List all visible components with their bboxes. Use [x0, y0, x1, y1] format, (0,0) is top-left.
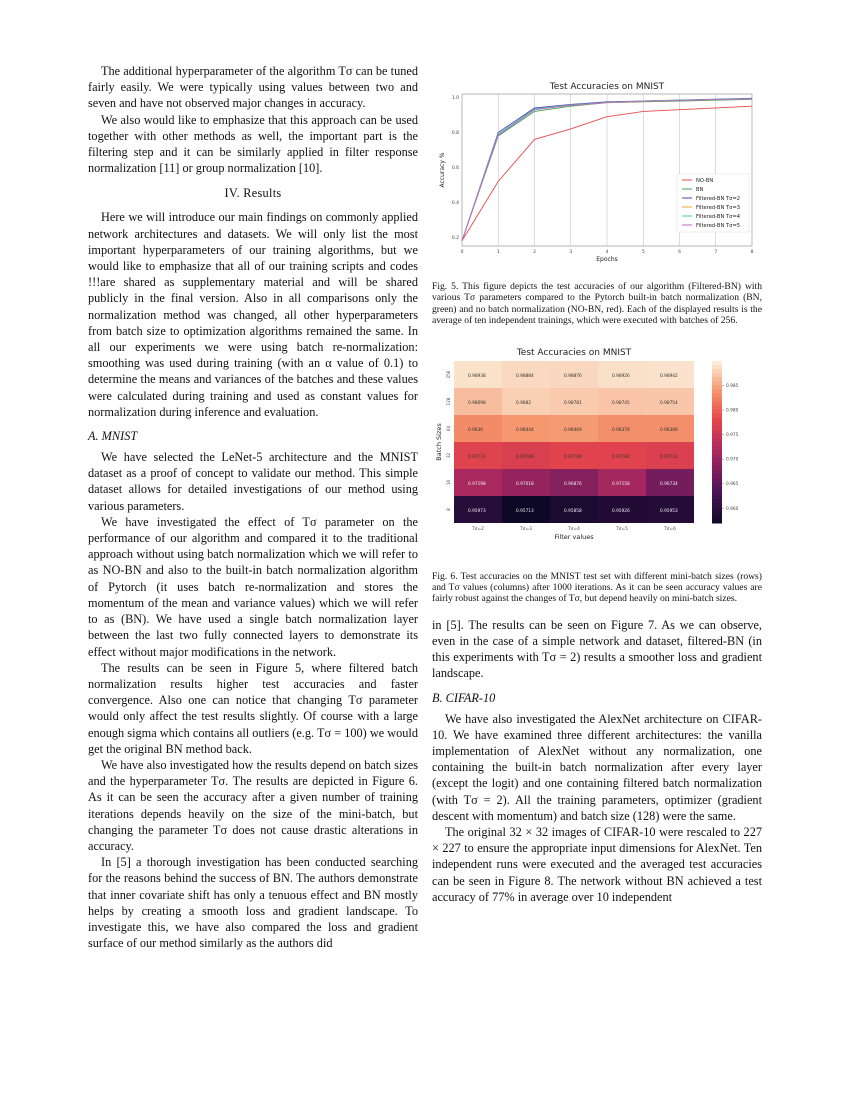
heatmap-cell-label: 0.97789 — [564, 454, 582, 460]
colorbar-segment — [712, 425, 722, 430]
heatmap-cell-label: 0.98781 — [564, 400, 582, 406]
colorbar-segment — [712, 506, 722, 511]
legend-label: Filtered-BN Tσ=3 — [696, 205, 741, 211]
heatmap-cell-label: 0.9836 — [468, 427, 484, 433]
heatmap-cell-label: 0.98698 — [468, 400, 486, 406]
colorbar-tick-label: 0.970 — [726, 457, 739, 463]
line-chart-x-tick-label: 1 — [496, 250, 500, 255]
heatmap-cell-label: 0.97712 — [660, 454, 678, 460]
heatmap-title: Test Accuracies on MNIST — [516, 347, 632, 358]
line-chart — [432, 78, 762, 266]
line-chart-y-tick-label: 0.4 — [451, 200, 459, 206]
line-chart-y-tick-label: 0.8 — [451, 130, 459, 136]
heatmap-cell-label: 0.95926 — [612, 508, 630, 514]
heatmap-cell-label: 0.98469 — [564, 427, 582, 433]
right-column — [432, 78, 762, 905]
heatmap-row-label: 16 — [446, 479, 451, 485]
colorbar-segment — [712, 490, 722, 495]
colorbar-segment — [712, 389, 722, 394]
colorbar-segment — [712, 458, 722, 463]
legend-label: NO-BN — [696, 178, 714, 184]
colorbar-segment — [712, 478, 722, 483]
colorbar-segment — [712, 401, 722, 406]
colorbar-segment — [712, 519, 722, 524]
section-heading-results: IV. Results — [224, 186, 282, 201]
colorbar-segment — [712, 409, 722, 414]
line-chart-x-tick-label: 6 — [678, 250, 681, 255]
line-chart-x-tick-label: 4 — [605, 250, 609, 255]
colorbar-segment — [712, 417, 722, 422]
heatmap-cell-label: 0.97706 — [516, 454, 534, 460]
colorbar-tick-label: 0.960 — [726, 506, 739, 512]
colorbar-segment — [712, 462, 722, 467]
figure-5-caption: Fig. 5. This figure depicts the test accuracies of our algorithm (Filtered-BN) with various Tσ parameters compared to the Pytorch built-in batch normalization (BN, green) and no batch normalization (NO-BN, red). Each of the displayed results is the average of ten independent trainings, which were executed with batches of 256. — [432, 281, 762, 327]
colorbar-segment — [712, 413, 722, 418]
colorbar-tick-label: 0.985 — [726, 383, 739, 389]
heatmap-cell-label: 0.9882 — [516, 400, 532, 406]
colorbar-segment — [712, 361, 722, 366]
figure-5 — [432, 78, 762, 271]
colorbar-segment — [712, 393, 722, 398]
colorbar-segment — [712, 377, 722, 382]
colorbar-segment — [712, 381, 722, 386]
colorbar-segment — [712, 454, 722, 459]
heatmap-cell-label: 0.95858 — [564, 508, 582, 514]
colorbar-segment — [712, 466, 722, 471]
heatmap-cell-label: 0.98938 — [468, 373, 486, 379]
colorbar-tick-label: 0.965 — [726, 481, 739, 487]
heatmap-column-label: Tσ=6 — [664, 526, 676, 532]
line-chart-x-tick-label: 0 — [460, 250, 464, 255]
paragraph-loss-landscape: In [5] a thorough investigation has been conducted searching for the reasons behind the success of BN. The authors demonstrate that inner covariate shift has only a tenuous effect and BN mostly helps by creating a smooth loss and gradient landscape. To investigate this, we have also compared the loss and gradient surface of our method similarly as the authors did — [88, 855, 418, 951]
figure-6-caption: Fig. 6. Test accuracies on the MNIST test set with different mini-batch sizes (rows) and Tσ values (columns) after 1000 iterations. As it can be seen accuracy values are fairly robust against the changes of Tσ, but depend heavily on mini-batch sizes. — [432, 570, 762, 605]
heatmap-cell-label: 0.97158 — [612, 481, 630, 487]
paragraph-batch-sizes: We have also investigated how the results depend on batch sizes and the hyperparameter Tσ. The results are depicted in Figure 6. As it can be seen the accuracy after a given number of training iterations depends heavily on the size of the mini-batch, but changing the parameter Tσ does not cause drastic alterations in accuracy. — [88, 757, 418, 853]
colorbar-tick-label: 0.975 — [726, 432, 739, 438]
heatmap-cell-label: 0.98926 — [612, 373, 630, 379]
paragraph-tsigma-effect: We have investigated the effect of Tσ parameter on the performance of our algorithm and compared it to the traditional approach without using batch normalization which we will refer to as NO-BN and also to the built-in batch normalization algorithm of Pytorch (it uses batch re-normalization and stores the momentum of the mean and variance values) which we will refer to as (BN). We have used a single batch normalization layer between the last two fully connected layers to demonstrate its effect without major modifications in the network. — [88, 514, 418, 659]
heatmap-cell-label: 0.98754 — [660, 400, 678, 406]
heatmap-x-axis-label: Filter values — [554, 532, 594, 541]
colorbar-segment — [712, 369, 722, 374]
line-chart-x-tick-label: 7 — [714, 250, 718, 255]
heatmap-cell-label: 0.97198 — [468, 481, 486, 487]
subsection-heading-cifar: B. CIFAR-10 — [432, 690, 496, 705]
colorbar-segment — [712, 494, 722, 499]
figure-6 — [432, 345, 762, 565]
heatmap-cell-label: 0.95953 — [660, 508, 678, 514]
heatmap-column-label: Tσ=4 — [568, 526, 580, 532]
line-chart-x-tick-label: 5 — [641, 250, 645, 255]
heatmap-cell-label: 0.98876 — [564, 373, 582, 379]
line-chart-x-axis-label: Epochs — [596, 256, 618, 263]
line-chart-x-tick-label: 2 — [533, 250, 536, 255]
colorbar-segment — [712, 373, 722, 378]
heatmap-y-axis-label: Batch Sizes — [435, 422, 443, 461]
legend-label: Filtered-BN Tσ=5 — [696, 223, 741, 229]
heatmap-cell-label: 0.98745 — [612, 400, 630, 406]
colorbar-tick-label: 0.980 — [726, 408, 739, 414]
colorbar-segment — [712, 515, 722, 520]
line-chart-y-tick-label: 0.2 — [451, 235, 459, 241]
colorbar-segment — [712, 450, 722, 455]
colorbar-segment — [712, 446, 722, 451]
heatmap-cell-label: 0.96734 — [660, 481, 678, 487]
heatmap-cell-label: 0.95973 — [468, 508, 486, 514]
line-chart-x-tick-label: 3 — [569, 250, 573, 255]
heatmap-cell-label: 0.97018 — [516, 481, 534, 487]
heatmap-row-label: 128 — [446, 397, 451, 405]
paragraph-results-intro: Here we will introduce our main findings on commonly applied network architectures and datasets. We will only list the most important hyperparameters of our training algorithms, but we would like to emphasize that all of our training scripts and codes !!!are shared as supplementary material and will be shared publicly in the final version. Also in all comparisons only the normalization method was changed, all other hyperparameters from batch size to optimization algorithms remained the same. In all our experiments we were using batch re-normalization: smoothing was used during training (with an α value of 0.1) to determine the means and variances of the batches and these values were calculated during training and used as constant values for normalization during inference and evaluation. — [88, 210, 418, 419]
heatmap-column-label: Tσ=2 — [472, 526, 484, 532]
heatmap-chart — [432, 345, 762, 560]
line-chart-y-tick-label: 0.6 — [451, 165, 459, 171]
paragraph-figure5-results: The results can be seen in Figure 5, where filtered batch normalization results higher test accuracies and faster convergence. Also one can notice that changing Tσ parameter would only affect the test results slightly. Of course with a large enough sigma which contains all outliers (e.g. Tσ = 100) we would get the original BN method back. — [88, 660, 418, 756]
heatmap-cell-label: 0.96876 — [564, 481, 582, 487]
colorbar-segment — [712, 474, 722, 479]
legend-label: Filtered-BN Tσ=2 — [696, 196, 741, 202]
heatmap-row-label: 64 — [446, 425, 451, 431]
heatmap-cell-label: 0.98942 — [660, 373, 678, 379]
paragraph-emphasize: We also would like to emphasize that this approach can be used together with other methods as well, the important part is the filtering step and it can be similarly applied in filter response normalization [11] or group normalization [10]. — [88, 112, 418, 176]
heatmap-cell-label: 0.98444 — [516, 427, 534, 433]
colorbar-segment — [712, 385, 722, 390]
subsection-heading-mnist: A. MNIST — [88, 429, 138, 444]
heatmap-cell-label: 0.98389 — [660, 427, 678, 433]
colorbar-segment — [712, 438, 722, 443]
left-column — [88, 63, 418, 951]
colorbar-segment — [712, 482, 722, 487]
line-chart-y-axis-label: Accuracy % — [439, 152, 446, 188]
heatmap-cell-label: 0.95713 — [516, 508, 534, 514]
paragraph-alexnet: We have also investigated the AlexNet architecture on CIFAR-10. We have examined three different architectures: the vanilla implementation of AlexNet without any normalization, one containing the built-in batch normalization after every layer (except the logit) and one containing filtered batch normalization (with Tσ = 2). All the training parameters, optimizer (gradient descent with momentum) and batch size (128) were the same. — [432, 711, 762, 823]
heatmap-cell-label: 0.97782 — [612, 454, 630, 460]
paragraph-cifar-rescale: The original 32 × 32 images of CIFAR-10 were rescaled to 227 × 227 to ensure the appropriate input dimensions for AlexNet. Ten independent runs were executed and the averaged test accuracies can be seen in Figure 8. The network without BN achieved a test accuracy of 77% in average over 10 independent — [432, 825, 762, 904]
colorbar-segment — [712, 421, 722, 426]
heatmap-row-label: 256 — [446, 370, 451, 378]
colorbar-segment — [712, 498, 722, 503]
heatmap-column-label: Tσ=3 — [520, 526, 532, 532]
colorbar-segment — [712, 510, 722, 515]
paragraph-lenet: We have selected the LeNet-5 architecture and the MNIST dataset as a proof of concept to validate our method. This simple dataset allows for detailed investigations of our method using various parameters. — [88, 450, 418, 513]
colorbar-segment — [712, 365, 722, 370]
colorbar-segment — [712, 442, 722, 447]
heatmap-cell-label: 0.98884 — [516, 373, 534, 379]
heatmap-column-label: Tσ=5 — [616, 526, 628, 532]
line-chart-x-tick-label: 8 — [750, 250, 754, 255]
colorbar-segment — [712, 405, 722, 410]
heatmap-cell-label: 0.98378 — [612, 427, 630, 433]
colorbar-segment — [712, 397, 722, 402]
legend-label: BN — [696, 187, 704, 193]
colorbar-segment — [712, 434, 722, 439]
legend-label: Filtered-BN Tσ=4 — [696, 214, 741, 220]
colorbar-segment — [712, 429, 722, 434]
colorbar-segment — [712, 486, 722, 491]
line-chart-y-tick-label: 1.0 — [451, 95, 459, 101]
paragraph-figure7: in [5]. The results can be seen on Figure 7. As we can observe, even in the case of a simple network and dataset, filtered-BN (in this experiments with Tσ = 2) results a smoother loss and gradient landscape. — [432, 617, 762, 681]
line-chart-title: Test Accuracies on MNIST — [549, 82, 665, 92]
colorbar-segment — [712, 502, 722, 507]
colorbar-segment — [712, 470, 722, 475]
heatmap-cell-label: 0.97772 — [468, 454, 486, 460]
heatmap-row-label: 32 — [446, 452, 451, 458]
paragraph-hyperparameter: The additional hyperparameter of the algorithm Tσ can be tuned fairly easily. We were typically using values between two and seven and have not observed major changes in accuracy. — [88, 64, 418, 111]
heatmap-row-label: 8 — [446, 507, 451, 511]
